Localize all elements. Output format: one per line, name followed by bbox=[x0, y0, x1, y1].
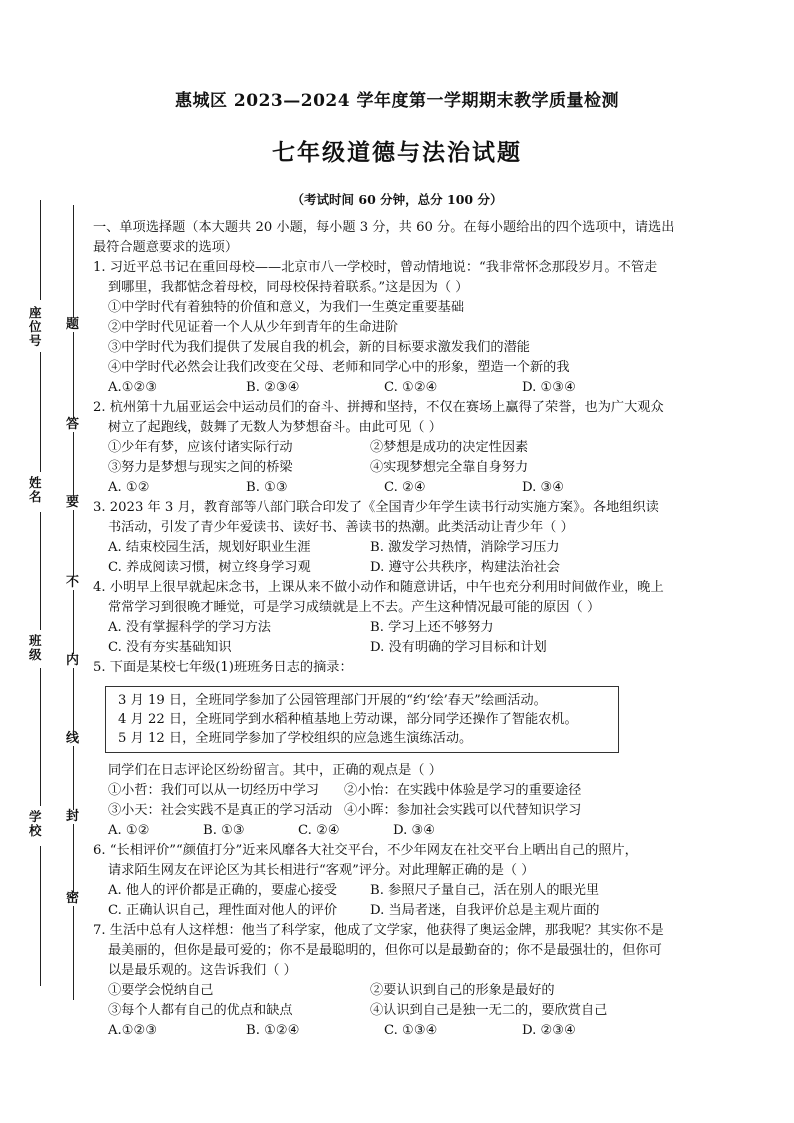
q2-statements-row1 bbox=[93, 438, 708, 458]
q2-statement-4: ④实现梦想完全靠自身努力 bbox=[370, 460, 529, 475]
section-heading: 一、单项选择题（本大题共 20 小题，每小题 3 分，共 60 分。在每小题给出的四个选项中，请选出 bbox=[93, 220, 675, 235]
q7-option-c: C. ①③④ bbox=[384, 1023, 438, 1038]
q5-option-b: B. ①③ bbox=[203, 823, 245, 838]
q4-option-d: D. 没有明确的学习目标和计划 bbox=[370, 640, 547, 655]
q7-statements-row2 bbox=[93, 1001, 708, 1021]
exam-title: 惠城区 2023—2024 学年度第一学期期末教学质量检测 bbox=[175, 91, 619, 111]
q6-option-b: B. 参照尺子量自己，活在别人的眼光里 bbox=[370, 883, 600, 898]
q7-stem: 7. 生活中总有人这样想：他当了科学家，他成了文学家，他获得了奥运金牌，那我呢？其实你不是 bbox=[93, 923, 664, 938]
log-entry-2: 4 月 22 日，全班同学到水稻种植基地上劳动课，部分同学还操作了智能农机。 bbox=[118, 712, 578, 727]
seal-char-1: 题 bbox=[66, 317, 80, 332]
school-underline bbox=[40, 846, 41, 986]
q5-options bbox=[93, 821, 708, 841]
exam-note: （考试时间 60 分钟，总分 100 分） bbox=[291, 192, 503, 207]
q1-options bbox=[93, 378, 708, 398]
q3-option-a: A. 结束校园生活，规划好职业生涯 bbox=[108, 540, 311, 555]
q7-options bbox=[93, 1021, 708, 1041]
q2-stem-cont: 树立了起跑线，鼓舞了无数人为梦想奋斗。由此可见（ ） bbox=[108, 420, 442, 435]
log-entry-3: 5 月 12 日，全班同学参加了学校组织的应急逃生演练活动。 bbox=[118, 731, 473, 746]
q3-option-b: B. 激发学习热情，消除学习压力 bbox=[370, 540, 560, 555]
q7-statement-4: ④认识到自己是独一无二的，要欣赏自己 bbox=[370, 1003, 608, 1018]
q7-statement-2: ②要认识到自己的形象是最好的 bbox=[370, 983, 555, 998]
q1-statement-3: ③中学时代为我们提供了发展自我的机会，新的目标要求激发我们的潜能 bbox=[108, 340, 530, 355]
q1-statement-4: ④中学时代必然会让我们改变在父母、老师和同学心中的形象，塑造一个新的我 bbox=[108, 360, 570, 375]
subject-title: 七年级道德与法治试题 bbox=[272, 139, 522, 166]
q2-stem: 2. 杭州第十九届亚运会中运动员们的奋斗、拼搏和坚持，不仅在赛场上赢得了荣誉，也为广大观众 bbox=[93, 400, 664, 415]
q4-option-a: A. 没有掌握科学的学习方法 bbox=[108, 620, 271, 635]
q3-stem-cont: 书活动，引发了青少年爱读书、读好书、善读书的热潮。此类活动让青少年（ ） bbox=[108, 520, 574, 535]
q6-stem: 6. “长相评价”“颜值打分”近来风靡各大社交平台，不少年网友在社交平台上晒出自己的照片， bbox=[93, 843, 638, 858]
q5-option-d: D. ③④ bbox=[393, 823, 436, 838]
seal-char-6: 线 bbox=[66, 731, 80, 746]
q2-statement-3: ③努力是梦想与现实之间的桥梁 bbox=[108, 460, 293, 475]
q5-statement-4: ④小晖：参加社会实践可以代替知识学习 bbox=[344, 803, 582, 818]
seal-char-8: 密 bbox=[66, 891, 80, 906]
q6-option-a: A. 他人的评价都是正确的，要虚心接受 bbox=[108, 883, 337, 898]
q4-option-c: C. 没有夯实基础知识 bbox=[108, 640, 232, 655]
q5-statement-2: ②小怡：在实践中体验是学习的重要途径 bbox=[344, 783, 582, 798]
seal-char-4: 不 bbox=[66, 575, 80, 590]
q1-stem-cont: 到哪里，我都惦念着母校，同母校保持着联系。”这是因为（ ） bbox=[108, 280, 469, 295]
q1-stem: 1. 习近平总书记在重回母校——北京市八一学校时，曾动情地说：“我非常怀念那段岁月。不管走 bbox=[93, 260, 658, 275]
q2-option-b: B. ①③ bbox=[246, 480, 288, 495]
q7-statement-3: ③每个人都有自己的优点和缺点 bbox=[108, 1003, 293, 1018]
school-label: 学 校 bbox=[29, 809, 42, 838]
seal-char-5: 内 bbox=[66, 653, 80, 668]
seat-number-underline bbox=[40, 200, 41, 300]
q2-option-d: D. ③④ bbox=[522, 480, 565, 495]
q1-option-a: A.①②③ bbox=[108, 380, 158, 395]
seat-number-label: 座 位 号 bbox=[29, 305, 42, 348]
q2-statement-2: ②梦想是成功的决定性因素 bbox=[370, 440, 529, 455]
q5-stem-cont: 同学们在日志评论区纷纷留言。其中，正确的观点是（ ） bbox=[108, 763, 442, 778]
q7-stem-cont-2: 以是最乐观的。这告诉我们（ ） bbox=[108, 963, 297, 978]
q4-stem-cont: 常常学习到很晚才睡觉，可是学习成绩就是上不去。产生这种情况最可能的原因（ ） bbox=[108, 600, 601, 615]
q4-options-row2 bbox=[93, 638, 708, 658]
q6-option-c: C. 正确认识自己，理性面对他人的评价 bbox=[108, 903, 338, 918]
seal-char-2: 答 bbox=[66, 417, 80, 432]
q4-option-b: B. 学习上还不够努力 bbox=[370, 620, 494, 635]
q4-options-row1 bbox=[93, 618, 708, 638]
name-label: 姓 名 bbox=[29, 475, 42, 504]
q6-options-row2 bbox=[93, 901, 708, 921]
q6-option-d: D. 当局者迷，自我评价总是主观片面的 bbox=[370, 903, 600, 918]
q1-statement-1: ①中学时代有着独特的价值和意义，为我们一生奠定重要基础 bbox=[108, 300, 465, 315]
q5-statement-3: ③小天：社会实践不是真正的学习活动 bbox=[108, 803, 333, 818]
q7-option-b: B. ①②④ bbox=[246, 1023, 300, 1038]
seat-number-underline-lower bbox=[40, 352, 41, 472]
q5-option-a: A. ①② bbox=[108, 823, 150, 838]
q2-options bbox=[93, 478, 708, 498]
q1-option-b: B. ②③④ bbox=[246, 380, 300, 395]
q2-statements-row2 bbox=[93, 458, 708, 478]
class-log-box bbox=[105, 686, 619, 753]
q5-statement-1: ①小哲：我们可以从一切经历中学习 bbox=[108, 783, 319, 798]
q7-statement-1: ①要学会悦纳自己 bbox=[108, 983, 214, 998]
q1-option-c: C. ①②④ bbox=[384, 380, 438, 395]
q3-stem: 3. 2023 年 3 月，教育部等八部门联合印发了《全国青少年学生读书行动实施方案》。各地组织读 bbox=[93, 500, 659, 515]
seal-char-3: 要 bbox=[66, 495, 80, 510]
q7-statements-row1 bbox=[93, 981, 708, 1001]
q4-stem: 4. 小明早上很早就起床念书，上课从来不做小动作和随意讲话，中午也充分利用时间做作业，晚上 bbox=[93, 580, 664, 595]
q7-option-d: D. ②③④ bbox=[522, 1023, 576, 1038]
q3-options-row1 bbox=[93, 538, 708, 558]
q1-statement-2: ②中学时代见证着一个人从少年到青年的生命进阶 bbox=[108, 320, 399, 335]
q5-statements-row2 bbox=[93, 801, 708, 821]
q3-option-d: D. 遵守公共秩序，构建法治社会 bbox=[370, 560, 560, 575]
class-label: 班 级 bbox=[29, 633, 42, 662]
q5-stem: 5. 下面是某校七年级(1)班班务日志的摘录： bbox=[93, 660, 353, 675]
q7-option-a: A.①②③ bbox=[108, 1023, 158, 1038]
question-body bbox=[93, 218, 708, 1041]
q5-option-c: C. ②④ bbox=[298, 823, 340, 838]
q5-statements-row1 bbox=[93, 781, 708, 801]
q3-option-c: C. 养成阅读习惯，树立终身学习观 bbox=[108, 560, 311, 575]
q2-option-c: C. ②④ bbox=[384, 480, 426, 495]
seal-char-7: 封 bbox=[66, 809, 80, 824]
q2-option-a: A. ①② bbox=[108, 480, 150, 495]
q6-options-row1 bbox=[93, 881, 708, 901]
q1-option-d: D. ①③④ bbox=[522, 380, 576, 395]
log-entry-1: 3 月 19 日，全班同学参加了公园管理部门开展的“约‘绘’春天”绘画活动。 bbox=[118, 693, 547, 708]
q6-stem-cont: 请求陌生网友在评论区为其长相进行“客观”评分。对此理解正确的是（ ） bbox=[108, 863, 535, 878]
q2-statement-1: ①少年有梦，应该付诸实际行动 bbox=[108, 440, 293, 455]
q7-stem-cont: 最美丽的，但你是最可爱的；你不是最聪明的，但你可以是最勤奋的；你不是最强壮的，但你可 bbox=[108, 943, 662, 958]
class-underline bbox=[40, 668, 41, 806]
section-heading-cont: 最符合题意要求的选项） bbox=[93, 240, 239, 255]
q3-options-row2 bbox=[93, 558, 708, 578]
name-underline bbox=[40, 512, 41, 630]
